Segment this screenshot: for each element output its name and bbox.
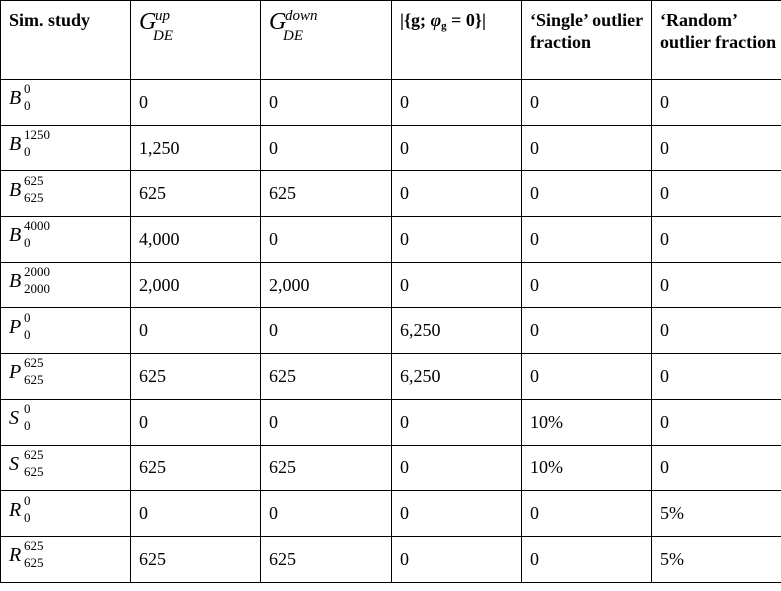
cell-random: 0 xyxy=(652,308,781,354)
design-cell xyxy=(1,354,131,400)
cell-random: 0 xyxy=(652,125,781,171)
table-row xyxy=(1,399,781,445)
design-symbol: B 625 625 xyxy=(9,172,44,205)
cell-up: 625 xyxy=(131,171,261,217)
g-down-symbol: G down DE xyxy=(269,8,318,44)
design-cell xyxy=(1,217,131,263)
cell-phi: 0 xyxy=(392,217,522,263)
cell-down: 2,000 xyxy=(261,262,392,308)
cell-down: 625 xyxy=(261,445,392,491)
cell-phi: 0 xyxy=(392,491,522,537)
cell-single: 0 xyxy=(522,125,652,171)
table-row xyxy=(1,354,781,400)
design-symbol: B 1250 0 xyxy=(9,127,50,160)
table-row xyxy=(1,171,781,217)
cell-down: 0 xyxy=(261,308,392,354)
cell-phi: 0 xyxy=(392,399,522,445)
header-single-outlier: ‘Single’ outlier fraction xyxy=(522,1,652,80)
design-symbol: S 0 0 xyxy=(9,401,31,434)
design-symbol: P 625 625 xyxy=(9,355,44,388)
cell-random: 0 xyxy=(652,171,781,217)
cell-random: 0 xyxy=(652,80,781,126)
cell-up: 625 xyxy=(131,536,261,582)
cell-up: 4,000 xyxy=(131,217,261,263)
design-symbol: B 2000 2000 xyxy=(9,264,50,297)
design-cell xyxy=(1,125,131,171)
cell-down: 625 xyxy=(261,354,392,400)
cell-single: 0 xyxy=(522,171,652,217)
header-g-down xyxy=(261,1,392,80)
cell-down: 625 xyxy=(261,171,392,217)
cell-single: 0 xyxy=(522,354,652,400)
cell-down: 0 xyxy=(261,399,392,445)
table-row xyxy=(1,536,781,582)
table-row xyxy=(1,491,781,537)
table-row xyxy=(1,125,781,171)
table-row xyxy=(1,217,781,263)
cell-phi: 0 xyxy=(392,80,522,126)
design-cell xyxy=(1,80,131,126)
cell-single: 10% xyxy=(522,399,652,445)
header-row xyxy=(1,1,781,80)
cell-random: 0 xyxy=(652,217,781,263)
design-cell xyxy=(1,171,131,217)
design-cell xyxy=(1,536,131,582)
cell-down: 0 xyxy=(261,491,392,537)
cell-phi: 0 xyxy=(392,262,522,308)
cell-single: 0 xyxy=(522,536,652,582)
design-cell xyxy=(1,491,131,537)
cell-single: 0 xyxy=(522,491,652,537)
cell-phi: 6,250 xyxy=(392,354,522,400)
g-up-symbol: G up DE xyxy=(139,8,173,44)
cell-phi: 6,250 xyxy=(392,308,522,354)
cell-down: 0 xyxy=(261,125,392,171)
cell-random: 5% xyxy=(652,491,781,537)
cell-down: 0 xyxy=(261,217,392,263)
cell-random: 0 xyxy=(652,445,781,491)
table-row xyxy=(1,262,781,308)
table-row xyxy=(1,308,781,354)
cell-phi: 0 xyxy=(392,536,522,582)
design-cell xyxy=(1,399,131,445)
cell-up: 0 xyxy=(131,491,261,537)
design-cell xyxy=(1,308,131,354)
design-symbol: S 625 625 xyxy=(9,446,44,479)
table-row xyxy=(1,445,781,491)
header-g-up xyxy=(131,1,261,80)
cell-random: 0 xyxy=(652,262,781,308)
design-symbol: B 4000 0 xyxy=(9,218,50,251)
cell-random: 0 xyxy=(652,354,781,400)
design-symbol: R 625 625 xyxy=(9,538,44,571)
cell-single: 10% xyxy=(522,445,652,491)
cell-single: 0 xyxy=(522,262,652,308)
cell-up: 1,250 xyxy=(131,125,261,171)
cell-up: 0 xyxy=(131,399,261,445)
cell-up: 0 xyxy=(131,80,261,126)
header-sim-study: Sim. study xyxy=(1,1,131,80)
header-phi-set: |{g; φg = 0}| xyxy=(392,1,522,80)
cell-up: 625 xyxy=(131,354,261,400)
cell-random: 5% xyxy=(652,536,781,582)
table-row xyxy=(1,80,781,126)
design-cell xyxy=(1,262,131,308)
design-symbol: P 0 0 xyxy=(9,309,31,342)
cell-down: 0 xyxy=(261,80,392,126)
cell-down: 625 xyxy=(261,536,392,582)
design-symbol: R 0 0 xyxy=(9,492,31,525)
cell-single: 0 xyxy=(522,80,652,126)
cell-single: 0 xyxy=(522,217,652,263)
cell-phi: 0 xyxy=(392,125,522,171)
cell-up: 2,000 xyxy=(131,262,261,308)
header-random-outlier: ‘Random’ outlier fraction xyxy=(652,1,781,80)
cell-phi: 0 xyxy=(392,171,522,217)
cell-random: 0 xyxy=(652,399,781,445)
cell-up: 0 xyxy=(131,308,261,354)
cell-phi: 0 xyxy=(392,445,522,491)
cell-up: 625 xyxy=(131,445,261,491)
design-cell xyxy=(1,445,131,491)
cell-single: 0 xyxy=(522,308,652,354)
design-symbol: B 0 0 xyxy=(9,81,31,114)
